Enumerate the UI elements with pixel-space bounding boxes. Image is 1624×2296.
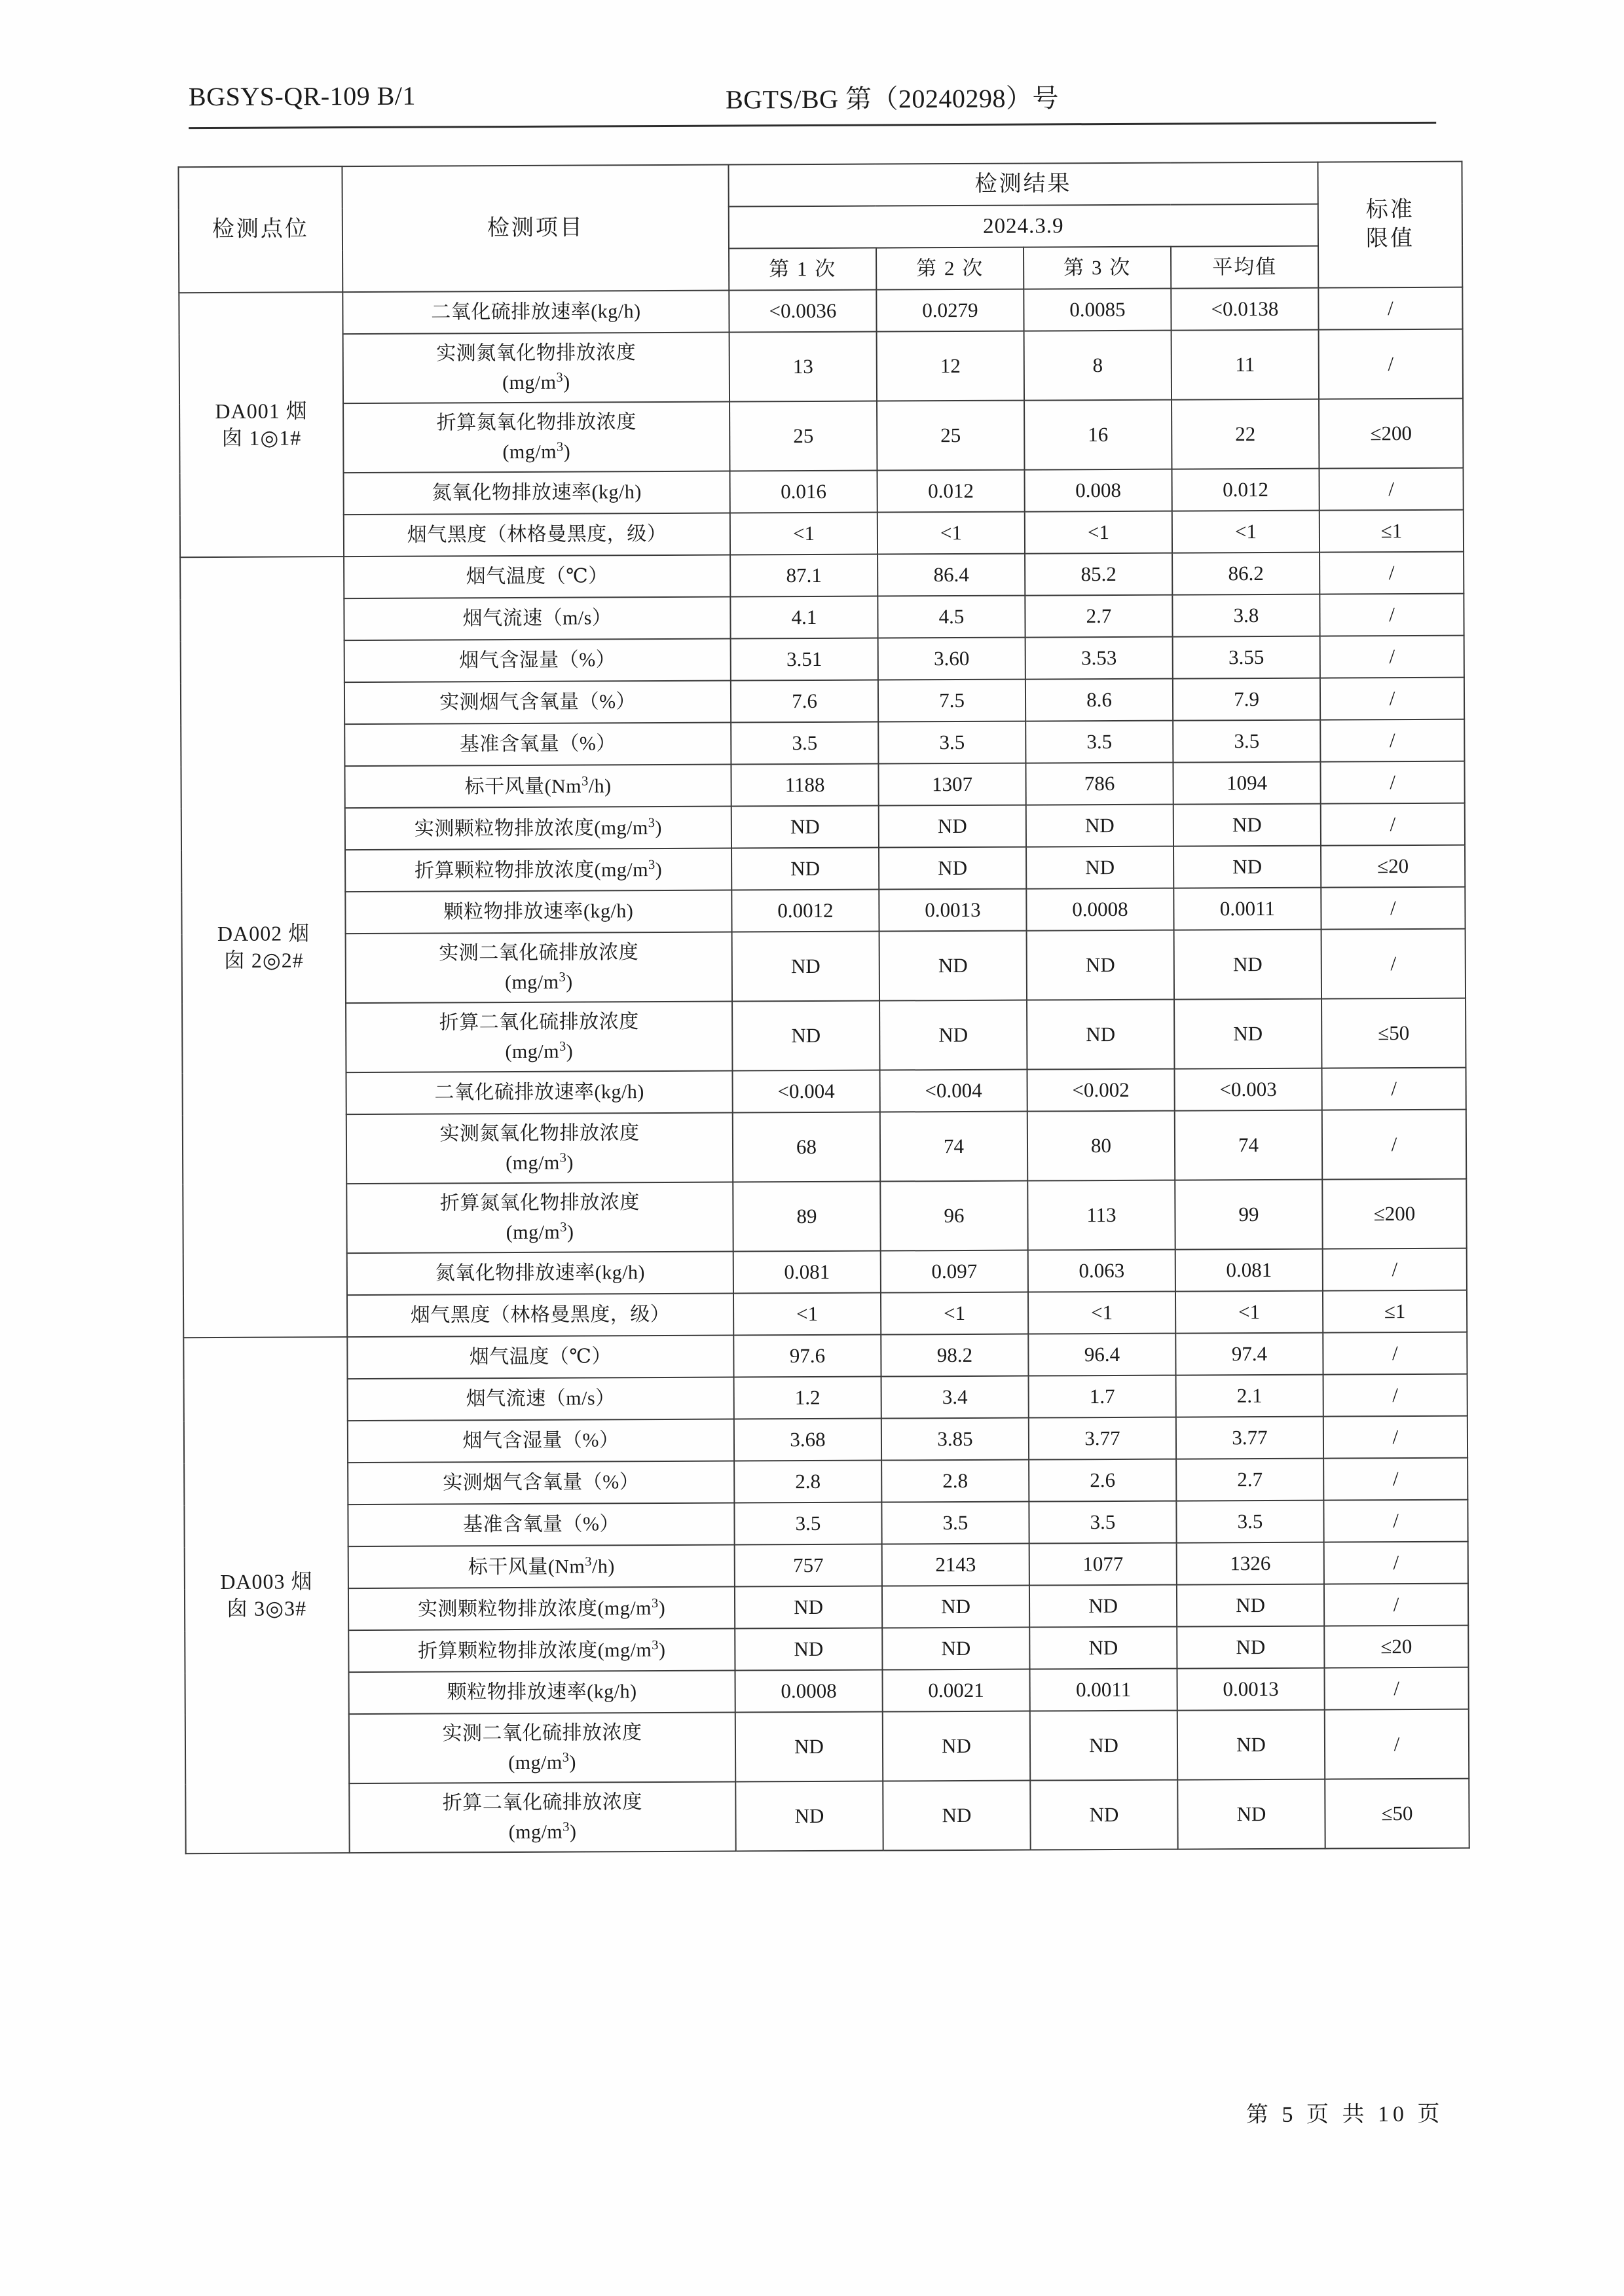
- value-run2: 2.8: [881, 1460, 1029, 1503]
- value-run2: 98.2: [881, 1334, 1028, 1377]
- table-body: [179, 287, 1469, 1854]
- value-run3: ND: [1029, 1627, 1177, 1669]
- test-item-cell: 实测烟气含氧量（%）: [348, 1461, 734, 1505]
- standard-limit-cell: /: [1321, 929, 1466, 999]
- value-average: 22: [1172, 399, 1319, 469]
- value-average: ND: [1177, 1626, 1324, 1669]
- table-head: [178, 162, 1462, 293]
- value-run3: 2.7: [1025, 595, 1172, 638]
- value-run3: 8: [1024, 331, 1172, 401]
- value-run3: 0.063: [1028, 1250, 1175, 1292]
- value-run3: 3.5: [1029, 1501, 1176, 1544]
- table-row: [180, 510, 1464, 558]
- table-row: [179, 329, 1463, 405]
- test-item-cell: 实测二氧化硫排放浓度 $(mg/m^3)$: [349, 1713, 735, 1784]
- value-run3: 0.008: [1024, 469, 1172, 512]
- value-average: ND: [1177, 1779, 1325, 1850]
- standard-limit-cell: ≤20: [1321, 845, 1465, 888]
- value-average: 2.7: [1176, 1459, 1323, 1501]
- standard-limit-cell: /: [1323, 1416, 1467, 1459]
- col-header-run1: 第 1 次: [729, 248, 876, 291]
- value-run2: 0.097: [881, 1250, 1028, 1293]
- value-run1: 1188: [731, 764, 878, 807]
- value-run2: 0.012: [877, 470, 1025, 513]
- value-run1: 7.6: [731, 680, 878, 723]
- test-item-cell: 烟气含湿量（%）: [348, 1419, 734, 1463]
- value-run1: 3.5: [734, 1503, 881, 1545]
- value-run2: 3.4: [881, 1376, 1029, 1419]
- standard-limit-cell: /: [1321, 1068, 1466, 1110]
- test-item-cell: 实测颗粒物排放浓度$(mg/m^3)$: [345, 807, 731, 850]
- table-row: [185, 1779, 1469, 1854]
- value-run3: 1077: [1029, 1543, 1177, 1586]
- value-average: 3.77: [1176, 1417, 1323, 1459]
- value-run3: <0.002: [1027, 1069, 1174, 1112]
- value-average: 74: [1175, 1110, 1322, 1180]
- table-row: [181, 761, 1464, 809]
- table-row: [185, 1667, 1469, 1715]
- value-average: ND: [1173, 846, 1321, 888]
- standard-limit-cell: /: [1324, 1542, 1468, 1584]
- test-item-cell: 实测氮氧化物排放浓度 $(mg/m^3)$: [343, 333, 729, 404]
- col-header-run3: 第 3 次: [1024, 247, 1171, 289]
- standard-limit-cell: /: [1320, 594, 1464, 636]
- value-run3: 8.6: [1025, 679, 1173, 721]
- test-item-cell: 烟气黑度（林格曼黑度，级）: [347, 1294, 733, 1338]
- value-run3: ND: [1029, 1585, 1177, 1628]
- standard-limit-cell: ≤1: [1320, 510, 1464, 553]
- value-run2: 0.0013: [879, 889, 1026, 932]
- test-item-cell: 烟气流速（m/s）: [348, 1377, 734, 1421]
- value-run3: <1: [1028, 1292, 1175, 1334]
- value-run1: 0.0008: [735, 1670, 882, 1713]
- value-run1: 0.0012: [731, 890, 879, 932]
- value-average: <0.003: [1174, 1068, 1321, 1111]
- page-footer: 第 5 页 共 10 页: [1246, 2102, 1444, 2128]
- point-line1: DA002 烟: [217, 921, 310, 946]
- test-item-cell: 烟气流速（m/s）: [344, 597, 730, 641]
- value-run3: 85.2: [1025, 553, 1172, 596]
- standard-limit-cell: /: [1319, 468, 1463, 511]
- table-row: [185, 1584, 1468, 1631]
- col-header-result: 检测结果: [728, 162, 1318, 207]
- col-header-avg: 平均值: [1171, 246, 1318, 289]
- value-run2: 4.5: [877, 596, 1025, 638]
- test-item-cell: 实测颗粒物排放浓度$(mg/m^3)$: [348, 1587, 735, 1631]
- table-row: [182, 929, 1466, 1004]
- results-table-container: [177, 161, 1468, 1855]
- value-run1: 3.51: [731, 638, 878, 681]
- table-row: [183, 1179, 1466, 1254]
- value-run3: ND: [1030, 1780, 1177, 1850]
- point-line2: 囱 3◎3#: [227, 1596, 307, 1620]
- table-row: [184, 1458, 1467, 1506]
- value-run2: 12: [877, 331, 1024, 401]
- value-average: 2.1: [1176, 1375, 1323, 1417]
- value-run2: <1: [881, 1292, 1028, 1335]
- test-item-cell: 氮氧化物排放速率(kg/h): [347, 1252, 733, 1296]
- value-run1: 4.1: [730, 596, 877, 639]
- col-header-date: 2024.3.9: [729, 204, 1318, 249]
- value-average: ND: [1174, 930, 1321, 1000]
- test-item-cell: 折算氮氧化物排放浓度 $(mg/m^3)$: [346, 1182, 733, 1254]
- value-run2: 3.85: [881, 1418, 1029, 1461]
- value-run2: ND: [882, 1586, 1029, 1628]
- value-run2: 3.5: [878, 721, 1025, 764]
- test-item-cell: 折算氮氧化物排放浓度 $(mg/m^3)$: [343, 402, 729, 473]
- monitoring-point-cell: [180, 556, 347, 1338]
- value-run1: ND: [735, 1586, 882, 1629]
- point-line1: DA001 烟: [215, 399, 308, 424]
- value-run3: 16: [1024, 400, 1172, 470]
- value-run2: ND: [879, 805, 1026, 848]
- value-run1: ND: [735, 1628, 882, 1671]
- value-average: ND: [1177, 1584, 1324, 1627]
- value-run3: 1.7: [1029, 1376, 1176, 1418]
- test-item-cell: 实测氮氧化物排放浓度 $(mg/m^3)$: [346, 1113, 733, 1184]
- value-run1: 89: [733, 1182, 880, 1252]
- table-row: [184, 1500, 1467, 1548]
- standard-limit-cell: /: [1320, 678, 1464, 720]
- value-run1: 3.5: [731, 722, 878, 765]
- value-run3: ND: [1026, 805, 1173, 847]
- standard-limit-cell: /: [1320, 636, 1464, 678]
- limit-label-line2: 限值: [1365, 226, 1415, 251]
- table-row: [180, 468, 1464, 516]
- value-run2: 74: [880, 1112, 1027, 1182]
- value-average: 11: [1172, 330, 1319, 400]
- standard-limit-cell: /: [1318, 287, 1462, 330]
- standard-limit-cell: /: [1320, 761, 1464, 804]
- table-row: [179, 287, 1462, 335]
- value-average: <0.0138: [1171, 288, 1318, 331]
- value-run1: ND: [735, 1712, 883, 1782]
- value-run3: 3.5: [1025, 721, 1173, 763]
- standard-limit-cell: /: [1321, 887, 1465, 930]
- value-run1: 68: [733, 1112, 880, 1182]
- value-run1: ND: [732, 932, 879, 1002]
- table-row: [183, 1248, 1467, 1296]
- table-row: [183, 1290, 1467, 1338]
- value-run2: 0.0279: [876, 289, 1024, 332]
- value-average: 99: [1175, 1180, 1322, 1250]
- value-run1: 757: [735, 1544, 882, 1587]
- value-run2: 86.4: [877, 554, 1025, 596]
- value-run2: 25: [877, 401, 1024, 471]
- value-average: 0.0011: [1173, 888, 1321, 930]
- table-row: [183, 1068, 1466, 1116]
- value-run2: ND: [883, 1711, 1030, 1781]
- test-item-cell: 折算颗粒物排放浓度$(mg/m^3)$: [345, 848, 731, 892]
- table-row: [185, 1626, 1468, 1673]
- monitoring-point-cell: [183, 1337, 349, 1853]
- standard-limit-cell: /: [1320, 720, 1464, 762]
- test-item-cell: 折算二氧化硫排放浓度 $(mg/m^3)$: [346, 1002, 732, 1073]
- value-average: 0.081: [1175, 1249, 1323, 1292]
- value-average: 7.9: [1173, 678, 1320, 721]
- standard-limit-cell: /: [1322, 1110, 1466, 1180]
- table-row: [181, 678, 1464, 725]
- test-item-cell: 标干风量(Nm$^3$/h): [344, 765, 731, 809]
- test-item-cell: 烟气温度（℃）: [347, 1336, 733, 1379]
- standard-limit-cell: /: [1319, 329, 1463, 399]
- point-line2: 囱 2◎2#: [223, 948, 304, 972]
- table-row: [181, 845, 1465, 893]
- table-row: [180, 552, 1464, 600]
- value-average: 3.8: [1172, 594, 1320, 637]
- test-item-cell: 二氧化硫排放速率(kg/h): [342, 291, 729, 335]
- value-run2: ND: [879, 1000, 1027, 1070]
- value-run2: 7.5: [878, 680, 1025, 722]
- test-item-cell: 二氧化硫排放速率(kg/h): [346, 1071, 733, 1115]
- monitoring-point-cell: [179, 292, 344, 557]
- table-row: [185, 1709, 1469, 1785]
- value-run3: 80: [1027, 1111, 1175, 1181]
- value-run1: 97.6: [733, 1335, 881, 1377]
- col-header-item: 检测项目: [342, 165, 729, 293]
- table-row: [183, 1110, 1466, 1185]
- value-run1: 25: [729, 401, 877, 471]
- test-item-cell: 颗粒物排放速率(kg/h): [349, 1671, 735, 1715]
- value-run2: 2143: [882, 1544, 1029, 1586]
- test-item-cell: 折算颗粒物排放浓度$(mg/m^3)$: [348, 1629, 735, 1673]
- standard-limit-cell: /: [1323, 1458, 1467, 1501]
- value-run1: <0.004: [732, 1070, 879, 1113]
- value-run1: 1.2: [734, 1377, 881, 1419]
- value-run2: 3.5: [881, 1502, 1029, 1544]
- value-run3: 3.53: [1025, 637, 1173, 680]
- report-number: BGTS/BG 第（20240298）号: [725, 83, 1060, 115]
- test-item-cell: 实测烟气含氧量（%）: [344, 681, 731, 725]
- value-average: 0.0013: [1177, 1668, 1324, 1711]
- table-row: [184, 1374, 1467, 1422]
- col-header-point: 检测点位: [178, 166, 342, 293]
- test-item-cell: 基准含氧量（%）: [344, 723, 731, 767]
- value-average: 3.5: [1176, 1501, 1323, 1543]
- table-row: [182, 998, 1466, 1074]
- value-run2: <0.004: [879, 1070, 1027, 1112]
- value-average: 3.55: [1173, 636, 1320, 679]
- standard-limit-cell: /: [1323, 1332, 1467, 1375]
- table-row: [184, 1416, 1467, 1464]
- standard-limit-cell: ≤200: [1322, 1179, 1466, 1249]
- table-row: [179, 399, 1463, 474]
- table-row: [183, 1332, 1467, 1380]
- value-run3: ND: [1027, 930, 1174, 1000]
- value-average: 1094: [1173, 762, 1320, 805]
- value-run3: 0.0085: [1024, 289, 1171, 331]
- table-row: [180, 594, 1464, 642]
- value-run1: 3.68: [734, 1419, 881, 1461]
- table-row: [181, 636, 1464, 683]
- value-run3: 96.4: [1028, 1334, 1175, 1376]
- test-item-cell: 烟气含湿量（%）: [344, 639, 731, 683]
- standard-limit-cell: /: [1323, 1248, 1467, 1291]
- standard-limit-cell: /: [1325, 1709, 1469, 1779]
- value-average: 3.5: [1173, 720, 1320, 763]
- test-item-cell: 基准含氧量（%）: [348, 1503, 734, 1547]
- value-run2: 3.60: [878, 638, 1025, 680]
- value-average: ND: [1174, 999, 1321, 1069]
- value-run2: ND: [879, 847, 1026, 890]
- value-average: 97.4: [1175, 1333, 1323, 1376]
- test-item-cell: 颗粒物排放速率(kg/h): [345, 890, 731, 934]
- value-run3: 2.6: [1029, 1459, 1176, 1502]
- value-average: 86.2: [1172, 553, 1320, 595]
- value-run1: <0.0036: [729, 290, 876, 333]
- value-run1: 0.081: [733, 1251, 881, 1294]
- value-run1: <1: [733, 1293, 881, 1336]
- value-run2: ND: [883, 1781, 1030, 1851]
- test-item-cell: 实测二氧化硫排放浓度 $(mg/m^3)$: [346, 932, 732, 1004]
- standard-limit-cell: /: [1323, 1500, 1467, 1542]
- value-run1: <1: [730, 513, 877, 555]
- point-line1: DA003 烟: [220, 1569, 313, 1594]
- value-average: 0.012: [1172, 469, 1319, 511]
- test-item-cell: 烟气黑度（林格曼黑度，级）: [344, 513, 730, 557]
- document-header: [189, 76, 1433, 124]
- point-line2: 囱 1◎1#: [221, 426, 302, 450]
- value-run1: 2.8: [734, 1461, 881, 1503]
- form-code: BGSYS-QR-109 B/1: [188, 81, 416, 112]
- value-average: 1326: [1177, 1542, 1324, 1585]
- test-item-cell: 氮氧化物排放速率(kg/h): [344, 471, 730, 515]
- value-run1: ND: [731, 848, 879, 890]
- limit-label-line1: 标准: [1365, 198, 1414, 223]
- value-run3: 3.77: [1029, 1417, 1176, 1460]
- value-run3: ND: [1026, 847, 1173, 889]
- value-run3: ND: [1027, 1000, 1174, 1070]
- value-run3: ND: [1030, 1711, 1177, 1781]
- test-item-cell: 标干风量(Nm$^3$/h): [348, 1545, 735, 1589]
- standard-limit-cell: /: [1323, 1374, 1467, 1417]
- test-item-cell: 折算二氧化硫排放浓度 $(mg/m^3)$: [349, 1782, 735, 1853]
- value-average: ND: [1177, 1710, 1325, 1780]
- table-row: [181, 720, 1464, 767]
- value-run2: 96: [880, 1181, 1027, 1251]
- emission-results-table: [177, 161, 1469, 1855]
- value-average: ND: [1173, 804, 1321, 847]
- value-run3: 113: [1027, 1180, 1175, 1250]
- value-run1: ND: [731, 806, 879, 848]
- standard-limit-cell: ≤200: [1319, 399, 1463, 469]
- test-item-cell: 烟气温度（℃）: [344, 555, 730, 599]
- value-run3: 0.0011: [1029, 1669, 1177, 1711]
- col-header-run2: 第 2 次: [876, 247, 1024, 290]
- value-run2: ND: [882, 1628, 1029, 1670]
- value-run2: ND: [879, 931, 1027, 1001]
- value-run3: 786: [1025, 763, 1173, 805]
- standard-limit-cell: ≤50: [1321, 998, 1466, 1068]
- value-run3: 0.0008: [1026, 888, 1173, 931]
- value-run1: ND: [732, 1001, 879, 1071]
- value-run2: 1307: [878, 763, 1025, 806]
- standard-limit-cell: /: [1320, 552, 1464, 594]
- standard-limit-cell: /: [1324, 1667, 1468, 1710]
- value-average: <1: [1175, 1291, 1323, 1334]
- value-run1: ND: [735, 1781, 883, 1851]
- value-run1: 13: [729, 332, 877, 402]
- table-row: [181, 803, 1465, 851]
- value-run3: <1: [1025, 511, 1172, 554]
- standard-limit-cell: ≤1: [1323, 1290, 1467, 1333]
- value-run1: 0.016: [730, 471, 877, 513]
- standard-limit-cell: /: [1321, 803, 1465, 846]
- standard-limit-cell: ≤20: [1324, 1626, 1468, 1668]
- value-run2: <1: [877, 512, 1025, 555]
- value-run1: 87.1: [730, 555, 877, 597]
- standard-limit-cell: /: [1324, 1584, 1468, 1626]
- col-header-limit: [1318, 162, 1462, 288]
- standard-limit-cell: ≤50: [1325, 1779, 1469, 1849]
- table-row: [185, 1542, 1468, 1590]
- value-run2: 0.0021: [882, 1669, 1029, 1712]
- table-row: [181, 887, 1465, 935]
- value-average: <1: [1172, 511, 1320, 553]
